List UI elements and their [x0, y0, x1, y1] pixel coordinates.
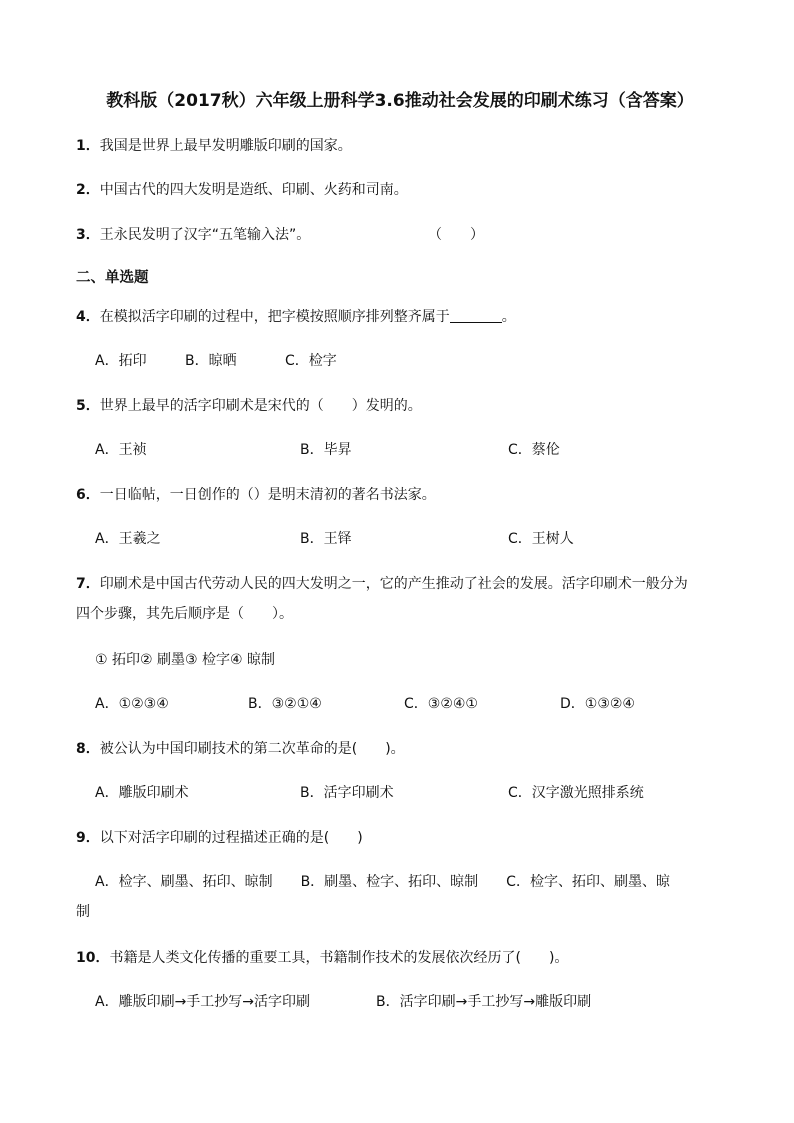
option-c[interactable]: C．蔡伦 — [508, 442, 560, 458]
question-text: 在模拟活字印刷的过程中，把字模按照顺序排列整齐属于 — [99, 309, 450, 325]
question-text: 我国是世界上最早发明雕版印刷的国家。 — [99, 138, 352, 154]
option-b[interactable]: B．活字印刷术 — [300, 785, 394, 801]
option-a[interactable]: A．拓印 — [95, 353, 147, 369]
option-a[interactable]: A．雕版印刷术 — [95, 785, 189, 801]
question-3 — [76, 225, 310, 245]
option-b[interactable]: B．王铎 — [300, 531, 352, 547]
question-text: 书籍是人类文化传播的重要工具，书籍制作技术的发展依次经历了( )。 — [109, 950, 569, 966]
question-text: 世界上最早的活字印刷术是宋代的（ ）发明的。 — [99, 398, 422, 414]
question-number: 1． — [76, 138, 100, 154]
question-5 — [76, 396, 422, 416]
question-text: 中国古代的四大发明是造纸、印刷、火药和司南。 — [99, 182, 408, 198]
question-number: 8． — [76, 741, 100, 757]
question-number: 4． — [76, 309, 100, 325]
question-7 — [76, 574, 688, 594]
option-b[interactable]: B．③②①④ — [248, 696, 322, 712]
option-b[interactable]: B．晾晒 — [185, 353, 237, 369]
question-text: 以下对活字印刷的过程描述正确的是( ) — [99, 830, 363, 846]
answer-bracket[interactable]: （ ） — [428, 227, 484, 243]
question-number: 7． — [76, 576, 100, 592]
question-number: 9． — [76, 830, 100, 846]
option-c[interactable]: C．汉字激光照排系统 — [508, 785, 644, 801]
question-6 — [76, 485, 436, 505]
question-number: 10． — [76, 950, 110, 966]
option-d[interactable]: D．①③②④ — [560, 696, 635, 712]
question-7-continued: 四个步骤，其先后顺序是（ ）。 — [76, 606, 293, 622]
step-list: ① 拓印② 刷墨③ 检字④ 晾制 — [95, 652, 276, 668]
option-a[interactable]: A．王祯 — [95, 442, 147, 458]
option-a[interactable]: A．雕版印刷→手工抄写→活字印刷 — [95, 994, 311, 1010]
option-b[interactable]: B．毕昇 — [300, 442, 352, 458]
question-text-end: 。 — [501, 309, 516, 325]
question-text: 一日临帖，一日创作的（）是明末清初的著名书法家。 — [99, 487, 436, 503]
question-10 — [76, 948, 568, 968]
question-number: 5． — [76, 398, 100, 414]
question-4 — [76, 307, 516, 327]
option-list-wrap: 制 — [76, 904, 90, 920]
question-text: 王永民发明了汉字“五笔输入法”。 — [99, 227, 311, 243]
question-2 — [76, 180, 408, 200]
question-text: 被公认为中国印刷技术的第二次革命的是( )。 — [99, 741, 405, 757]
question-number: 6． — [76, 487, 100, 503]
question-number: 2． — [76, 182, 100, 198]
question-1 — [76, 136, 352, 156]
option-a[interactable]: A．王羲之 — [95, 531, 161, 547]
option-b[interactable]: B．活字印刷→手工抄写→雕版印刷 — [376, 994, 592, 1010]
option-c[interactable]: C．检字 — [285, 353, 337, 369]
question-text: 印刷术是中国古代劳动人民的四大发明之一，它的产生推动了社会的发展。活字印刷术一般分为 — [99, 576, 688, 592]
option-c[interactable]: C．王树人 — [508, 531, 574, 547]
option-a[interactable]: A．①②③④ — [95, 696, 169, 712]
section-heading: 二、单选题 — [76, 270, 149, 286]
question-8 — [76, 739, 405, 759]
option-c[interactable]: C．③②④① — [404, 696, 478, 712]
answer-blank[interactable] — [450, 308, 502, 323]
option-list[interactable]: A．检字、刷墨、拓印、晾制 B．刷墨、检字、拓印、晾制 C．检字、拓印、刷墨、晾 — [95, 874, 670, 890]
question-9 — [76, 828, 363, 848]
question-number: 3． — [76, 227, 100, 243]
page-title: 教科版（2017秋）六年级上册科学3.6推动社会发展的印刷术练习（含答案） — [106, 91, 694, 111]
